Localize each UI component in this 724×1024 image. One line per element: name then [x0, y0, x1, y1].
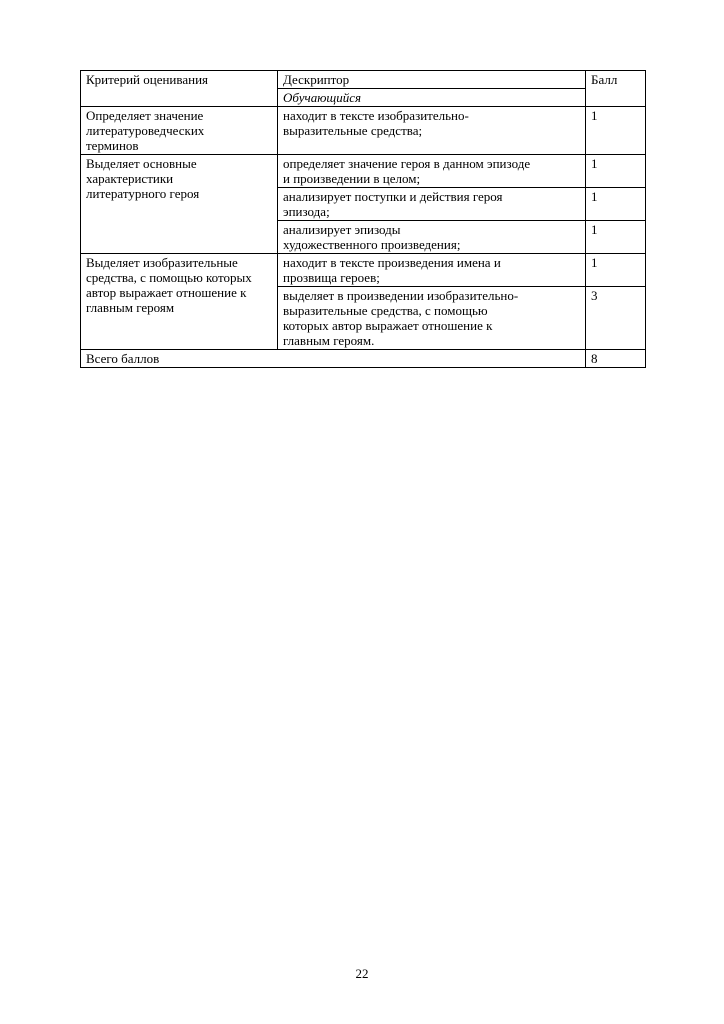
descriptor-cell: находит в тексте изобразительно- выразительные средства;: [278, 107, 586, 155]
header-score: Балл: [586, 71, 646, 107]
assessment-rubric-table: [80, 70, 646, 368]
table-row: [81, 107, 646, 155]
header-criterion: Критерий оценивания: [81, 71, 278, 107]
descriptor-cell: выделяет в произведении изобразительно- выразительные средства, с помощью которых автор выражает отношение к главным героям.: [278, 287, 586, 350]
score-cell: 1: [586, 188, 646, 221]
score-cell: 1: [586, 155, 646, 188]
descriptor-cell: анализирует эпизоды художественного произведения;: [278, 221, 586, 254]
descriptor-cell: определяет значение героя в данном эпизоде и произведении в целом;: [278, 155, 586, 188]
table-row: [81, 155, 646, 188]
total-row: [81, 350, 646, 368]
descriptor-cell: находит в тексте произведения имена и прозвища героев;: [278, 254, 586, 287]
table-row: [81, 254, 646, 287]
page-number: 22: [355, 966, 369, 981]
score-cell: 1: [586, 107, 646, 155]
criterion-cell: Выделяет основные характеристики литературного героя: [81, 155, 278, 254]
criterion-cell: Определяет значение литературоведческих терминов: [81, 107, 278, 155]
descriptor-cell: анализирует поступки и действия героя эпизода;: [278, 188, 586, 221]
score-cell: 1: [586, 221, 646, 254]
subheader-learner: Обучающийся: [278, 89, 586, 107]
total-label: Всего баллов: [81, 350, 586, 368]
score-cell: 3: [586, 287, 646, 350]
table-header-row: [81, 71, 646, 89]
score-cell: 1: [586, 254, 646, 287]
total-value: 8: [586, 350, 646, 368]
header-descriptor: Дескриптор: [278, 71, 586, 89]
criterion-cell: Выделяет изобразительные средства, с помощью которых автор выражает отношение к главным героям: [81, 254, 278, 350]
